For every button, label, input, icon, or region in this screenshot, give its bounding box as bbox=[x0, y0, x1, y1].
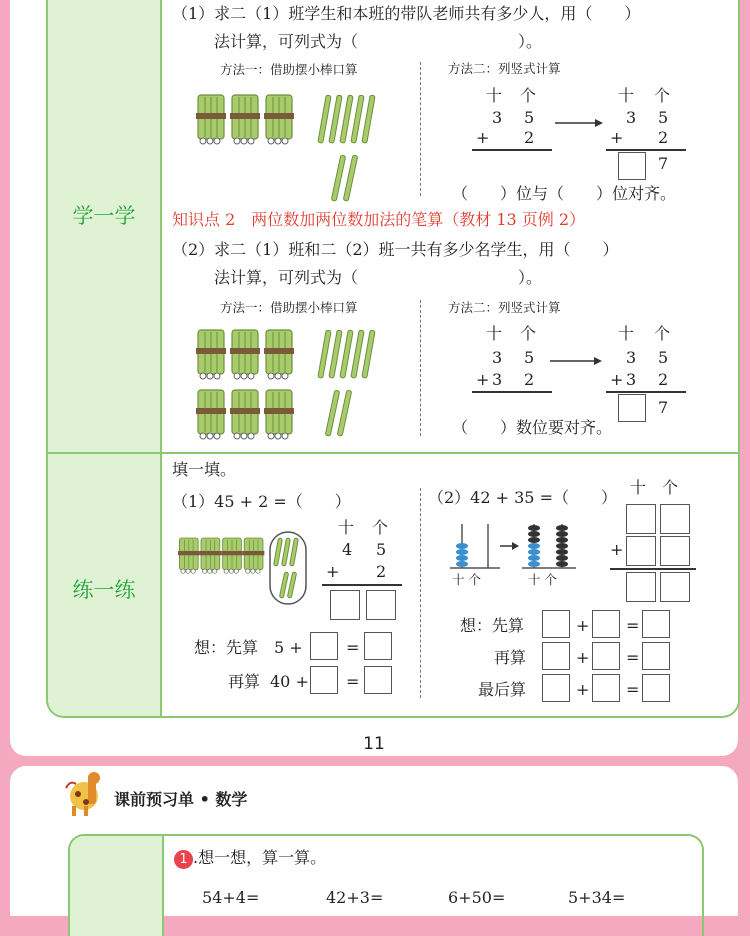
q2-top-tens: 3 bbox=[492, 348, 503, 367]
p2-then: 再算 bbox=[494, 648, 527, 667]
q1-r-line bbox=[606, 149, 686, 151]
q2-r-add-ones: 2 bbox=[658, 370, 669, 389]
q2-r-col-tens: 十 bbox=[618, 324, 635, 343]
p1-top-ones: 5 bbox=[376, 540, 387, 559]
single-sticks-q2 bbox=[320, 330, 390, 442]
p2-think-plus: + bbox=[576, 616, 590, 635]
p2-add-tens-box[interactable] bbox=[626, 536, 656, 566]
bottom-item-title: .想一想，算一算。 bbox=[193, 848, 327, 867]
abacus-label-left: 十 个 bbox=[452, 572, 481, 587]
abacus-icons bbox=[448, 524, 578, 570]
p1-add-ones: 2 bbox=[376, 562, 387, 581]
p2-then-box-c[interactable] bbox=[642, 642, 670, 670]
bottom-expr-4: 5+34= bbox=[568, 888, 626, 907]
q1-r-col-ones: 个 bbox=[654, 86, 671, 105]
p2-last-box-a[interactable] bbox=[542, 674, 570, 702]
q1-plus: + bbox=[476, 128, 490, 147]
p1-expr: （1）45 + 2 =（ ） bbox=[172, 492, 351, 511]
q2-r-line bbox=[606, 391, 686, 393]
bottom-expr-3: 6+50= bbox=[448, 888, 506, 907]
p2-plus-sign: + bbox=[610, 540, 624, 559]
q1-line2: 法计算，可列式为（ ）。 bbox=[214, 32, 543, 51]
section-label-practice: 练一练 bbox=[72, 578, 136, 602]
workbook-page bbox=[10, 0, 738, 756]
q2-col-tens: 十 bbox=[486, 324, 503, 343]
q1-top-tens: 3 bbox=[492, 108, 503, 127]
section-sidebar bbox=[48, 0, 162, 716]
q2-tens-answer-box[interactable] bbox=[618, 394, 646, 422]
q1-line1: （1）求二（1）班学生和本班的带队老师共有多少人，用（ ） bbox=[172, 4, 641, 23]
q1-tens-answer-box[interactable] bbox=[618, 152, 646, 180]
p2-think-box-a[interactable] bbox=[542, 610, 570, 638]
p1-then-eq: = bbox=[346, 672, 360, 691]
p2-expr: （2）42 + 35 =（ ） bbox=[428, 488, 617, 507]
p1-think-expr: 5 + bbox=[274, 638, 303, 657]
p1-then: 再算 bbox=[228, 672, 261, 691]
q2-r-top-tens: 3 bbox=[626, 348, 637, 367]
q2-align: （ ）数位要对齐。 bbox=[452, 418, 613, 437]
p2-think-box-c[interactable] bbox=[642, 610, 670, 638]
q1-r-top-tens: 3 bbox=[626, 108, 637, 127]
p1-tens-box[interactable] bbox=[330, 590, 360, 620]
q1-line bbox=[472, 149, 552, 151]
item-number-badge: 1 bbox=[174, 850, 193, 869]
bottom-sidebar bbox=[70, 836, 164, 936]
practice-title: 填一填。 bbox=[172, 460, 237, 479]
knowledge-point-2: 知识点 2 两位数加两位数加法的笔算（教材 13 页例 2） bbox=[172, 210, 586, 229]
p2-last: 最后算 bbox=[478, 680, 527, 699]
arrow-icon bbox=[555, 118, 603, 128]
p1-sticks bbox=[178, 530, 328, 610]
p1-then-expr: 40 + bbox=[270, 672, 309, 691]
abacus-label-right: 十 个 bbox=[528, 572, 557, 587]
p2-last-eq: = bbox=[626, 680, 640, 699]
stick-bundles-q2 bbox=[196, 330, 306, 442]
p2-add-ones-box[interactable] bbox=[660, 536, 690, 566]
q1-result-ones: 7 bbox=[658, 154, 669, 173]
q2-plus: + bbox=[476, 370, 490, 389]
p1-col-ones: 个 bbox=[372, 518, 389, 537]
q1-r-plus: + bbox=[610, 128, 624, 147]
p2-last-plus: + bbox=[576, 680, 590, 699]
p2-think-box-b[interactable] bbox=[592, 610, 620, 638]
p2-col-ones: 个 bbox=[662, 478, 679, 497]
practice-separator bbox=[420, 488, 421, 698]
p1-top-tens: 4 bbox=[342, 540, 353, 559]
p1-col-tens: 十 bbox=[338, 518, 355, 537]
q2-line bbox=[472, 391, 552, 393]
q2-separator bbox=[420, 300, 421, 436]
p1-ones-box[interactable] bbox=[366, 590, 396, 620]
bottom-item-title-row bbox=[174, 850, 326, 869]
q1-separator bbox=[420, 62, 421, 196]
q1-r-add-ones: 2 bbox=[658, 128, 669, 147]
single-sticks-q1 bbox=[320, 95, 390, 207]
p1-then-box-b[interactable] bbox=[364, 666, 392, 694]
content-frame bbox=[46, 0, 740, 718]
p2-top-ones-box[interactable] bbox=[660, 504, 690, 534]
q1-r-col-tens: 十 bbox=[618, 86, 635, 105]
q2-r-plus: + bbox=[610, 370, 624, 389]
bottom-expr-1: 54+4= bbox=[202, 888, 260, 907]
section-divider bbox=[48, 452, 738, 454]
stick-bundles-q1 bbox=[196, 95, 306, 150]
arrow-icon-2 bbox=[550, 356, 602, 366]
p2-last-box-b[interactable] bbox=[592, 674, 620, 702]
p2-then-eq: = bbox=[626, 648, 640, 667]
p2-then-box-a[interactable] bbox=[542, 642, 570, 670]
bottom-expr-2: 42+3= bbox=[326, 888, 384, 907]
section-label-learn: 学一学 bbox=[72, 204, 136, 228]
q2-col-ones: 个 bbox=[520, 324, 537, 343]
q2-top-ones: 5 bbox=[524, 348, 535, 367]
p1-line bbox=[322, 584, 402, 586]
p1-think: 想：先算 bbox=[194, 638, 259, 657]
q2-add-tens: 3 bbox=[492, 370, 503, 389]
p2-think: 想：先算 bbox=[460, 616, 525, 635]
next-page bbox=[10, 766, 738, 916]
q1-method2: 方法二：列竖式计算 bbox=[448, 61, 561, 76]
q2-result-ones: 7 bbox=[658, 398, 669, 417]
q1-col-ones: 个 bbox=[520, 86, 537, 105]
q2-add-ones: 2 bbox=[524, 370, 535, 389]
q2-r-top-ones: 5 bbox=[658, 348, 669, 367]
q1-align: （ ）位与（ ）位对齐。 bbox=[452, 184, 677, 203]
p1-then-box-a[interactable] bbox=[310, 666, 338, 694]
q2-method2: 方法二：列竖式计算 bbox=[448, 300, 561, 315]
q2-method1: 方法一：借助摆小棒口算 bbox=[220, 300, 358, 315]
p1-plus: + bbox=[326, 562, 340, 581]
q2-r-col-ones: 个 bbox=[654, 324, 671, 343]
p2-then-box-b[interactable] bbox=[592, 642, 620, 670]
p2-result-tens-box[interactable] bbox=[626, 572, 656, 602]
p2-result-ones-box[interactable] bbox=[660, 572, 690, 602]
p2-line bbox=[610, 568, 696, 570]
page-number: 11 bbox=[363, 734, 385, 754]
q2-line1: （2）求二（1）班和二（2）班一共有多少名学生，用（ ） bbox=[172, 240, 619, 259]
p2-think-eq: = bbox=[626, 616, 640, 635]
bottom-frame bbox=[68, 834, 704, 936]
p2-then-plus: + bbox=[576, 648, 590, 667]
q1-add-ones: 2 bbox=[524, 128, 535, 147]
q1-top-ones: 5 bbox=[524, 108, 535, 127]
q1-r-top-ones: 5 bbox=[658, 108, 669, 127]
p2-top-tens-box[interactable] bbox=[626, 504, 656, 534]
p1-think-box-b[interactable] bbox=[364, 632, 392, 660]
giraffe-mascot-icon bbox=[64, 772, 108, 816]
p2-last-box-c[interactable] bbox=[642, 674, 670, 702]
q1-col-tens: 十 bbox=[486, 86, 503, 105]
p1-think-box-a[interactable] bbox=[310, 632, 338, 660]
bottom-header: 课前预习单 • 数学 bbox=[114, 790, 248, 809]
q2-r-add-tens: 3 bbox=[626, 370, 637, 389]
p1-think-eq: = bbox=[346, 638, 360, 657]
p2-col-tens: 十 bbox=[630, 478, 647, 497]
q1-method1: 方法一：借助摆小棒口算 bbox=[220, 62, 358, 77]
q2-line2: 法计算，可列式为（ ）。 bbox=[214, 268, 543, 287]
